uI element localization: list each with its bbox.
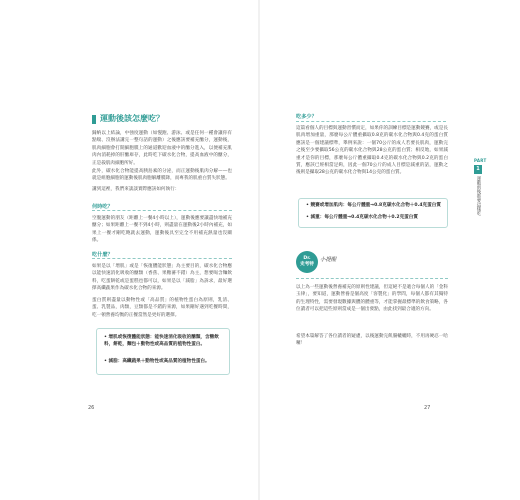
how-much-paragraph: 這篇看個人的目標與運動習慣而定，如果你的訓練目標是運動競賽，或是長肌肉增加重量，那麼每公斤體重攝取0.8克的碳水化合物與0.4克的蛋白質應該是一個建議標準，舉例來說：一個70公斤的成人若要長肌肉，運動完之後至少要攝取56公克的碳水化合物與28公克的蛋白質；相反地，如果減重才是你的目標，那麼每公斤體重攝取0.4克的碳水化合物與0.2克的蛋白質，應該已經相當足夠，因此一個70公斤的成人目標是減重的話，運動之後則是攝取28公克的碳水化合物與14公克的蛋白質。 xyxy=(296,126,448,176)
side-tab-title: 運動前後都要這樣吃 xyxy=(476,176,481,216)
doctor-note-label: 小提醒 xyxy=(320,257,337,263)
when-divider xyxy=(92,210,232,211)
when-heading: 何時吃？ xyxy=(92,204,113,210)
how-much-heading: 吃多少？ xyxy=(296,114,317,120)
chapter-side-tab xyxy=(474,158,487,216)
when-paragraph: 空腹運動的朋友（距離上一餐4小時以上），運動後應要讓盡快地補充醣分；如果距離上一餐不到4小時，則盡量在運動後2小時內補充，如果上一餐才剛吃飽就去運動，運動後具至完全不用補充熱量也沒關係。 xyxy=(92,216,232,244)
doctor-badge xyxy=(296,251,318,273)
what-paragraph-2: 蛋白質則盡量以動物性或「高品質」的植物性蛋白為原則，乳清、蛋、乳製品，肉類，豆類都是不錯的來源，如果剛好遇到吃餐時間，吃一頓營養均衡的正餐當然是更好的選擇。 xyxy=(92,298,232,318)
left-bullet-fatloss: • 減脂：高纖蔬果＋動物性或高品質的植物性蛋白。 xyxy=(104,359,210,364)
disclaimer-paragraph: 以上為一些運動後營養補充的原則性建議，但這絕不是適合每個人的「金科玉律」，要知道，運動營養是個高度「客製化」的學問，每個人都有其獨特的生理特性，需要發現數據與體的體重等，才能掌握最標準的飲食策略，各位讀者可以把這些原則當成是一個出發點，由此找到最合適的方向。 xyxy=(296,285,448,313)
page-number-left: 26 xyxy=(88,405,95,411)
doctor-badge-name: 史考特 xyxy=(300,262,314,267)
intro-paragraph: 歸納以上結論，中強度運動（如慢跑、游泳、或是任何一種會讓你有點喘、沒辦法講完一整句話的運動）之後應該要補充醣分，運動後，肌肉細胞會打開細胞膜上的通道歡迎血液中的醣分進入，以便補充肌肉內消耗掉的肝醣庫存，此時吃下碳水化合物，提高血液中的醣分，正是殺肌肉細胞所好。 xyxy=(92,131,232,166)
doctor-badge-title: Dr. xyxy=(303,256,311,261)
title-accent-bar xyxy=(92,115,96,124)
side-tab-number: 1 xyxy=(474,165,482,174)
transition-paragraph: 講到這裡，我們來談談實際應該如何執行： xyxy=(92,187,180,192)
what-heading: 吃什麼？ xyxy=(92,252,113,258)
section-title: 運動後該怎麼吃？ xyxy=(100,114,164,123)
right-bullet-weightloss: • 減重：每公斤體重→0.4克碳水化合物＋0.2克蛋白質 xyxy=(306,215,418,220)
right-page xyxy=(260,0,520,500)
side-tab-part: PART xyxy=(474,158,487,163)
left-bullet-muscle: • 增肌或恢復體能狀態：能快速消化吸收的醣類，含糖飲料，餅乾，麵包＋動物性或高品質的植物性蛋白。 xyxy=(104,335,219,348)
left-page xyxy=(0,0,258,500)
how-much-divider xyxy=(296,121,446,122)
page-number-right: 27 xyxy=(424,405,431,411)
what-divider xyxy=(92,258,232,259)
closing-paragraph: 希望本篇解答了各位讀者的疑慮，以後運動完飢腸轆轆時，不用再硬忍一哈囉！ xyxy=(296,334,448,347)
doctor-note-divider xyxy=(296,278,448,279)
insulin-paragraph: 此外，碳水化合物能提高胰島素的分泌，而正運動後肌肉分解——也就是組胞細胞的運動後肌肉胞解離膜降，而專我的肌重白質失狀態。 xyxy=(92,169,232,182)
what-paragraph-1: 如果是以「增肌」或是「恢復體能狀態」為主要目的，碳水化合物應以能快速消化吸收的醣類（香蕉、果糖蕃不錯）為主，想要喝含麵飲料，吃蛋餅乾或是蛋糕也都可以，如果是以「減脂」為訴求，最好選擇高纖蔬果作為碳水化合物的來源。 xyxy=(92,264,232,292)
right-bullet-compete: • 競賽或增加肌肉：每公斤體重→0.8克碳水化合物＋0.4克蛋白質 xyxy=(306,203,441,208)
